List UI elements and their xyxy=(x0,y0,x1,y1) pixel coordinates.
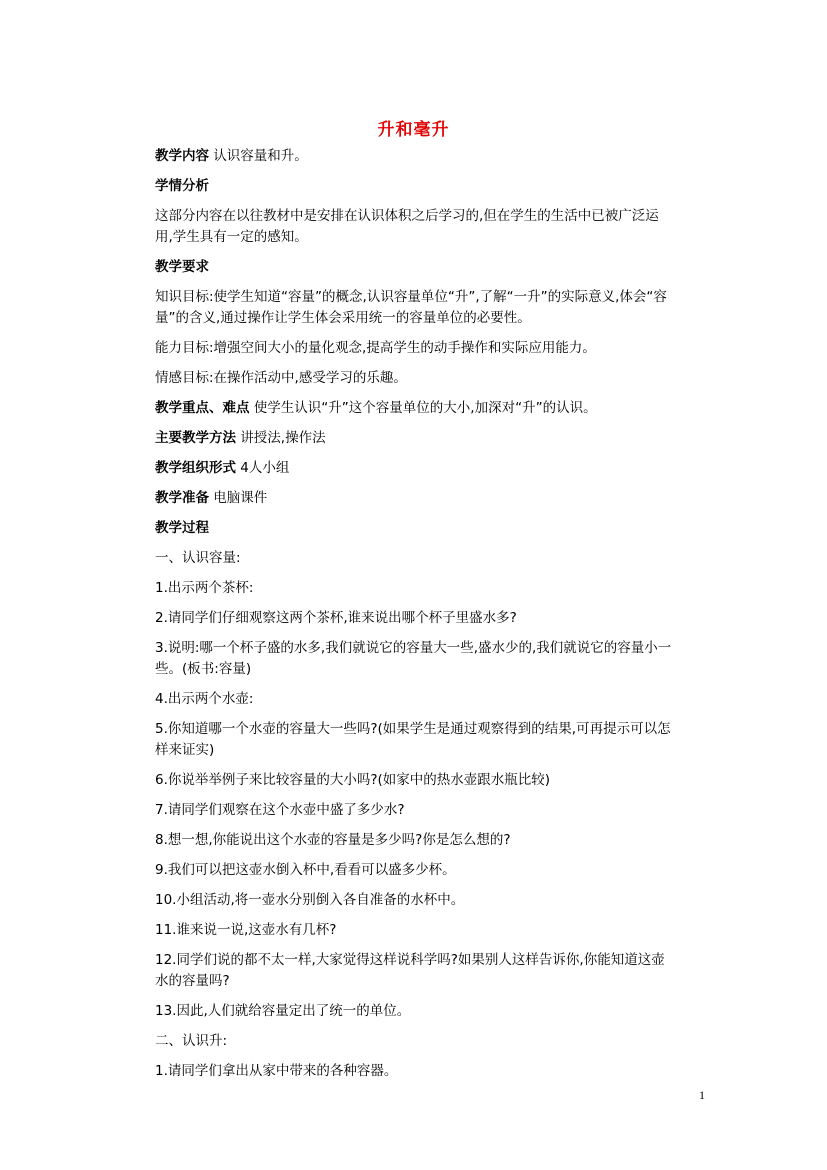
section-label: 教学准备 xyxy=(155,490,209,506)
document-body xyxy=(155,146,675,1091)
paragraph xyxy=(155,1031,675,1052)
section-label: 教学重点、难点 xyxy=(155,400,250,416)
paragraph xyxy=(155,428,675,449)
paragraph xyxy=(155,548,675,569)
paragraph-text: 7.请同学们观察在这个水壶中盛了多少水? xyxy=(155,802,405,818)
paragraph xyxy=(155,578,675,599)
paragraph xyxy=(155,689,675,710)
section-label: 主要教学方法 xyxy=(155,430,236,446)
paragraph xyxy=(155,368,675,389)
page-number: 1 xyxy=(699,1088,705,1102)
section-label: 教学要求 xyxy=(155,259,209,275)
paragraph-text: 一、认识容量: xyxy=(155,550,241,566)
document-title: 升和毫升 xyxy=(377,120,450,140)
paragraph xyxy=(155,638,675,680)
paragraph xyxy=(155,770,675,791)
paragraph xyxy=(155,458,675,479)
paragraph-text: 认识容量和升。 xyxy=(213,148,308,164)
paragraph-text: 使学生认识“升”这个容量单位的大小,加深对“升”的认识。 xyxy=(253,400,597,416)
paragraph xyxy=(155,950,675,992)
paragraph-text: 11.谁来说一说,这壶水有几杯? xyxy=(155,922,337,938)
paragraph-text: 这部分内容在以往教材中是安排在认识体积之后学习的,但在学生的生活中已被广泛运用,学生具有一定的感知。 xyxy=(155,208,659,245)
paragraph-text: 讲授法,操作法 xyxy=(240,430,326,446)
section-label: 教学组织形式 xyxy=(155,460,236,476)
paragraph-text: 4.出示两个水壶: xyxy=(155,691,254,707)
paragraph-text: 电脑课件 xyxy=(213,490,268,506)
paragraph xyxy=(155,830,675,851)
paragraph xyxy=(155,338,675,359)
paragraph-text: 8.想一想,你能说出这个水壶的容量是多少吗?你是怎么想的? xyxy=(155,832,511,848)
section-label: 教学内容 xyxy=(155,148,209,164)
section-label: 学情分析 xyxy=(155,178,209,194)
paragraph xyxy=(155,488,675,509)
paragraph-text: 2.请同学们仔细观察这两个茶杯,谁来说出哪个杯子里盛水多? xyxy=(155,610,517,626)
paragraph xyxy=(155,1061,675,1082)
paragraph xyxy=(155,176,675,197)
paragraph xyxy=(155,800,675,821)
paragraph-text: 4人小组 xyxy=(240,460,290,476)
paragraph xyxy=(155,146,675,167)
paragraph-text: 1.出示两个茶杯: xyxy=(155,580,254,596)
paragraph xyxy=(155,608,675,629)
paragraph xyxy=(155,287,675,329)
paragraph-text: 情感目标:在操作活动中,感受学习的乐趣。 xyxy=(155,370,407,386)
paragraph-text: 能力目标:增强空间大小的量化观念,提高学生的动手操作和实际应用能力。 xyxy=(155,340,596,356)
paragraph xyxy=(155,398,675,419)
paragraph-text: 9.我们可以把这壶水倒入杯中,看看可以盛多少杯。 xyxy=(155,862,456,878)
section-label: 教学过程 xyxy=(155,520,209,536)
paragraph xyxy=(155,518,675,539)
paragraph xyxy=(155,860,675,881)
paragraph xyxy=(155,206,675,248)
paragraph-text: 13.因此,人们就给容量定出了统一的单位。 xyxy=(155,1003,411,1019)
paragraph-text: 5.你知道哪一个水壶的容量大一些吗?(如果学生是通过观察得到的结果,可再提示可以怎样来证实) xyxy=(155,721,671,758)
paragraph-text: 3.说明:哪一个杯子盛的水多,我们就说它的容量大一些,盛水少的,我们就说它的容量小一些。(板书:容量) xyxy=(155,640,672,677)
paragraph-text: 12.同学们说的都不太一样,大家觉得这样说科学吗?如果别人这样告诉你,你能知道这壶水的容量吗? xyxy=(155,952,665,989)
paragraph-text: 1.请同学们拿出从家中带来的各种容器。 xyxy=(155,1063,398,1079)
paragraph-text: 知识目标:使学生知道“容量”的概念,认识容量单位“升”,了解“一升”的实际意义,体会“容量”的含义,通过操作让学生体会采用统一的容量单位的必要性。 xyxy=(155,289,667,326)
paragraph xyxy=(155,1001,675,1022)
paragraph xyxy=(155,920,675,941)
paragraph xyxy=(155,257,675,278)
paragraph-text: 6.你说举举例子来比较容量的大小吗?(如家中的热水壶跟水瓶比较) xyxy=(155,772,551,788)
paragraph-text: 10.小组活动,将一壶水分别倒入各自准备的水杯中。 xyxy=(155,892,465,908)
paragraph-text: 二、认识升: xyxy=(155,1033,228,1049)
paragraph xyxy=(155,890,675,911)
paragraph xyxy=(155,719,675,761)
